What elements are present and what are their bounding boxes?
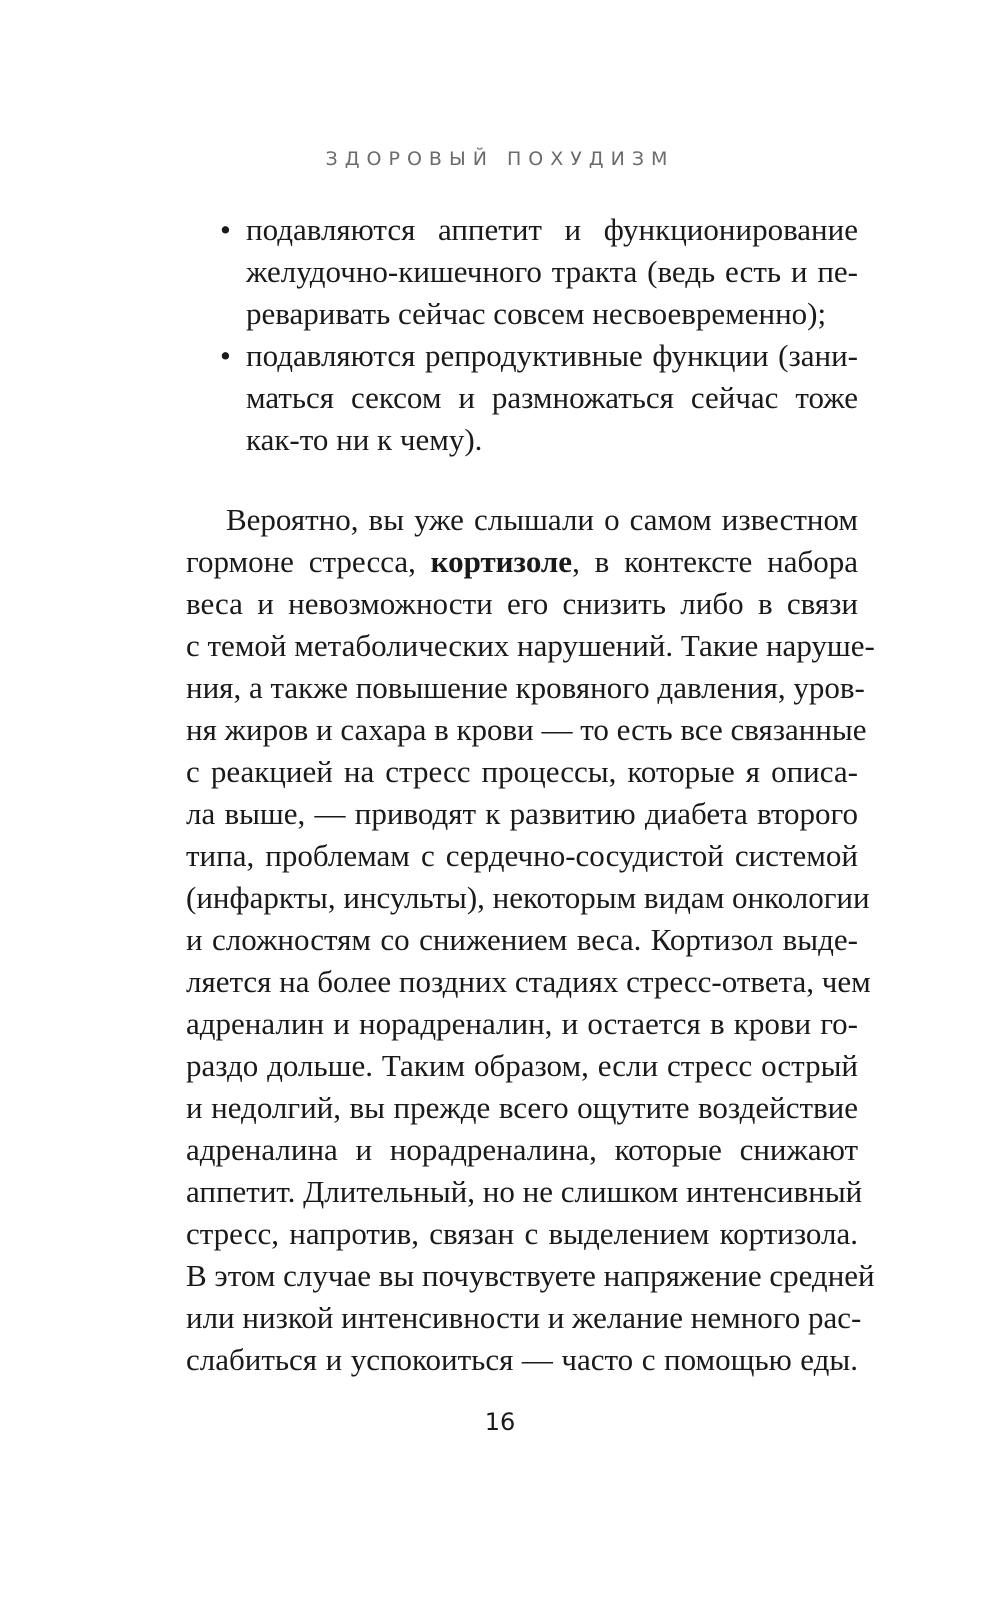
paragraph-line: Вероятно, вы уже слышали о самом известном	[226, 502, 858, 537]
paragraph-line: ляется на более поздних стадиях стресс-ответа, чем	[186, 964, 871, 999]
paragraph-text: гормоне стресса,	[186, 544, 431, 579]
paragraph-line: адреналин и норадреналин, и остается в крови го-	[186, 1006, 858, 1041]
paragraph-line: с темой метаболических нарушений. Такие наруше-	[186, 628, 875, 663]
emphasis-term: кортизоле	[430, 544, 573, 579]
bullet-line: реваривать сейчас совсем несвоевременно);	[246, 296, 827, 331]
paragraph-line: В этом случае вы почувствуете напряжение средней	[186, 1258, 875, 1293]
paragraph-line: адреналина и норадреналина, которые снижают	[186, 1132, 858, 1167]
bullet-marker: •	[220, 338, 231, 373]
paragraph-line: и сложностям со снижением веса. Кортизол выде-	[186, 922, 858, 957]
paragraph-line: стресс, напротив, связан с выделением кортизола.	[186, 1216, 858, 1251]
paragraph-line: аппетит. Длительный, но не слишком интенсивный	[186, 1174, 863, 1209]
paragraph-line: и недолгий, вы прежде всего ощутите воздействие	[186, 1090, 858, 1125]
running-head: ЗДОРОВЫЙ ПОХУДИЗМ	[325, 148, 675, 170]
paragraph-line: ла выше, — приводят к развитию диабета второго	[186, 796, 858, 831]
paragraph-line: типа, проблемам с сердечно-сосудистой системой	[186, 838, 858, 873]
paragraph-line: веса и невозможности его снизить либо в связи	[186, 586, 858, 621]
bullet-marker: •	[220, 212, 231, 247]
paragraph-line: ния, а также повышение кровяного давления, уров-	[186, 670, 865, 705]
paragraph-text: , в контексте набора	[572, 544, 858, 579]
bullet-line: подавляются репродуктивные функции (зани-	[246, 338, 858, 373]
bullet-line: как-то ни к чему).	[246, 422, 483, 457]
paragraph-line: ня жиров и сахара в крови — то есть все связанные	[186, 712, 867, 747]
paragraph-line: слабиться и успокоиться — часто с помощью еды.	[186, 1342, 858, 1377]
bullet-line: подавляются аппетит и функционирование	[246, 212, 858, 247]
paragraph-line	[186, 541, 858, 583]
paragraph-line: с реакцией на стресс процессы, которые я описа-	[186, 754, 858, 789]
page-number: 16	[484, 1408, 516, 1436]
paragraph-line: (инфаркты, инсульты), некоторым видам онкологии	[186, 880, 870, 915]
bullet-line: маться сексом и размножаться сейчас тоже	[246, 380, 858, 415]
bullet-line: желудочно-кишечного тракта (ведь есть и пе-	[246, 254, 858, 289]
paragraph-line: или низкой интенсивности и желание немного рас-	[186, 1300, 862, 1335]
paragraph-line: раздо дольше. Таким образом, если стресс острый	[186, 1048, 858, 1083]
